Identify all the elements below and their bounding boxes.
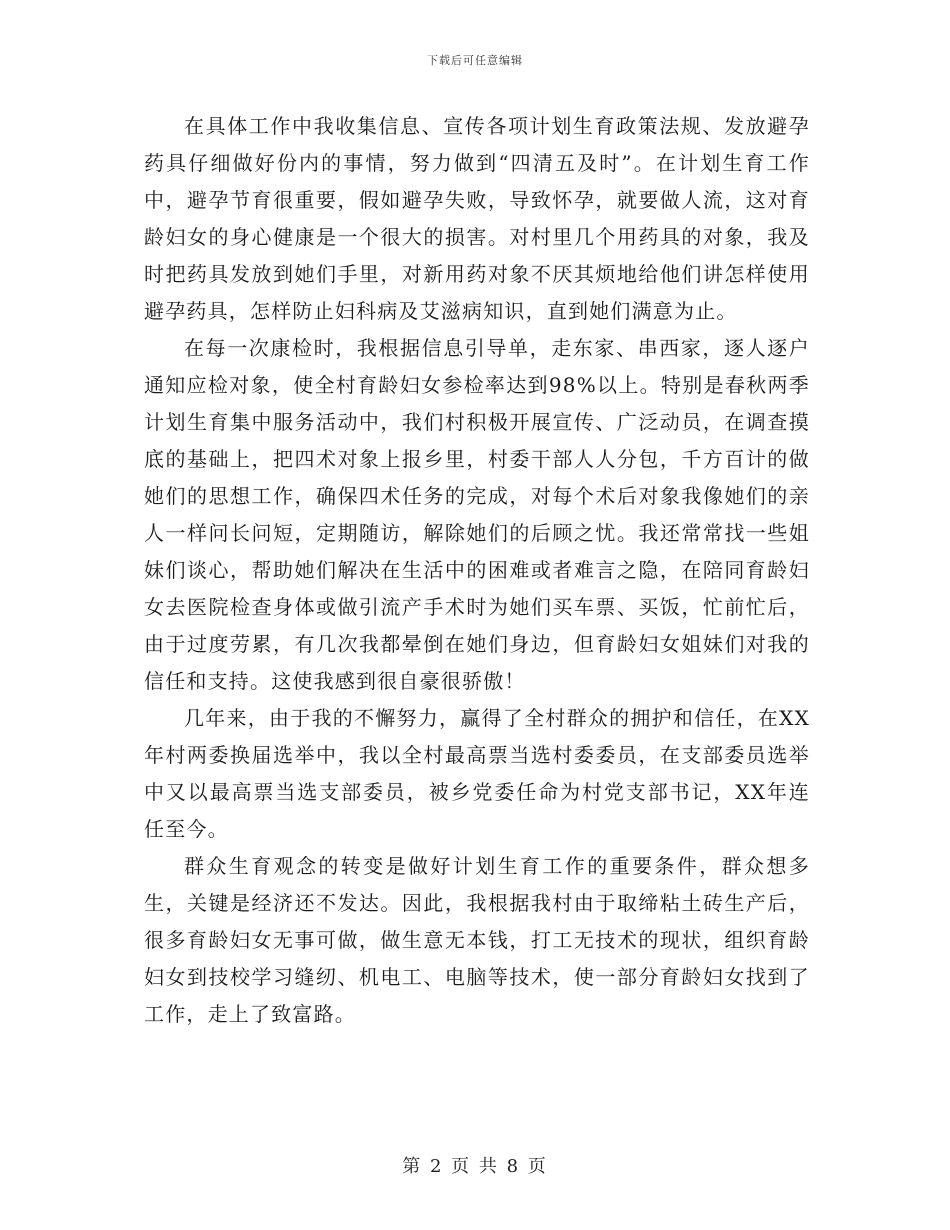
paragraph-4: 群众生育观念的转变是做好计划生育工作的重要条件，群众想多生，关键是经济还不发达。因此，我根据我村由于取缔粘土砖生产后，很多育龄妇女无事可做，做生意无本钱，打工无技术的现状，组织育龄妇女到技校学习缝纫、机电工、电脑等技术，使一部分育龄妇女找到了工作，走上了致富路。 — [144, 854, 810, 1026]
paragraph-2: 在每一次康检时，我根据信息引导单，走东家、串西家，逐人逐户通知应检对象，使全村育龄妇女参检率达到98%以上。特别是春秋两季计划生育集中服务活动中，我们村积极开展宣传、广泛动员，在调查摸底的基础上，把四术对象上报乡里，村委干部人人分包，千方百计的做她们的思想工作，确保四术任务的完成，对每个术后对象我像她们的亲人一样问长问短，定期随访，解除她们的后顾之忧。我还常常找一些姐妹们谈心，帮助她们解决在生活中的困难或者难言之隐，在陪同育龄妇女去医院检查身体或做引流产手术时为她们买车票、买饭，忙前忙后，由于过度劳累，有几次我都晕倒在她们身边，但育龄妇女姐妹们对我的信任和支持。这使我感到很自豪很骄傲！ — [144, 336, 810, 693]
page-footer: 第 2 页 共 8 页 — [402, 1156, 548, 1177]
document-body — [144, 108, 810, 1033]
page-header: 下载后可任意编辑 — [427, 54, 523, 67]
paragraph-1: 在具体工作中我收集信息、宣传各项计划生育政策法规、发放避孕药具仔细做好份内的事情，努力做到“四清五及时”。在计划生育工作中，避孕节育很重要，假如避孕失败，导致怀孕，就要做人流，这对育龄妇女的身心健康是一个很大的损害。对村里几个用药具的对象，我及时把药具发放到她们手里，对新用药对象不厌其烦地给他们讲怎样使用避孕药具，怎样防止妇科病及艾滋病知识，直到她们满意为止。 — [144, 114, 810, 323]
paragraph-3: 几年来，由于我的不懈努力，赢得了全村群众的拥护和信任，在XX年村两委换届选举中，我以全村最高票当选村委委员，在支部委员选举中又以最高票当选支部委员，被乡党委任命为村党支部书记，XX年连任至今。 — [144, 706, 810, 841]
